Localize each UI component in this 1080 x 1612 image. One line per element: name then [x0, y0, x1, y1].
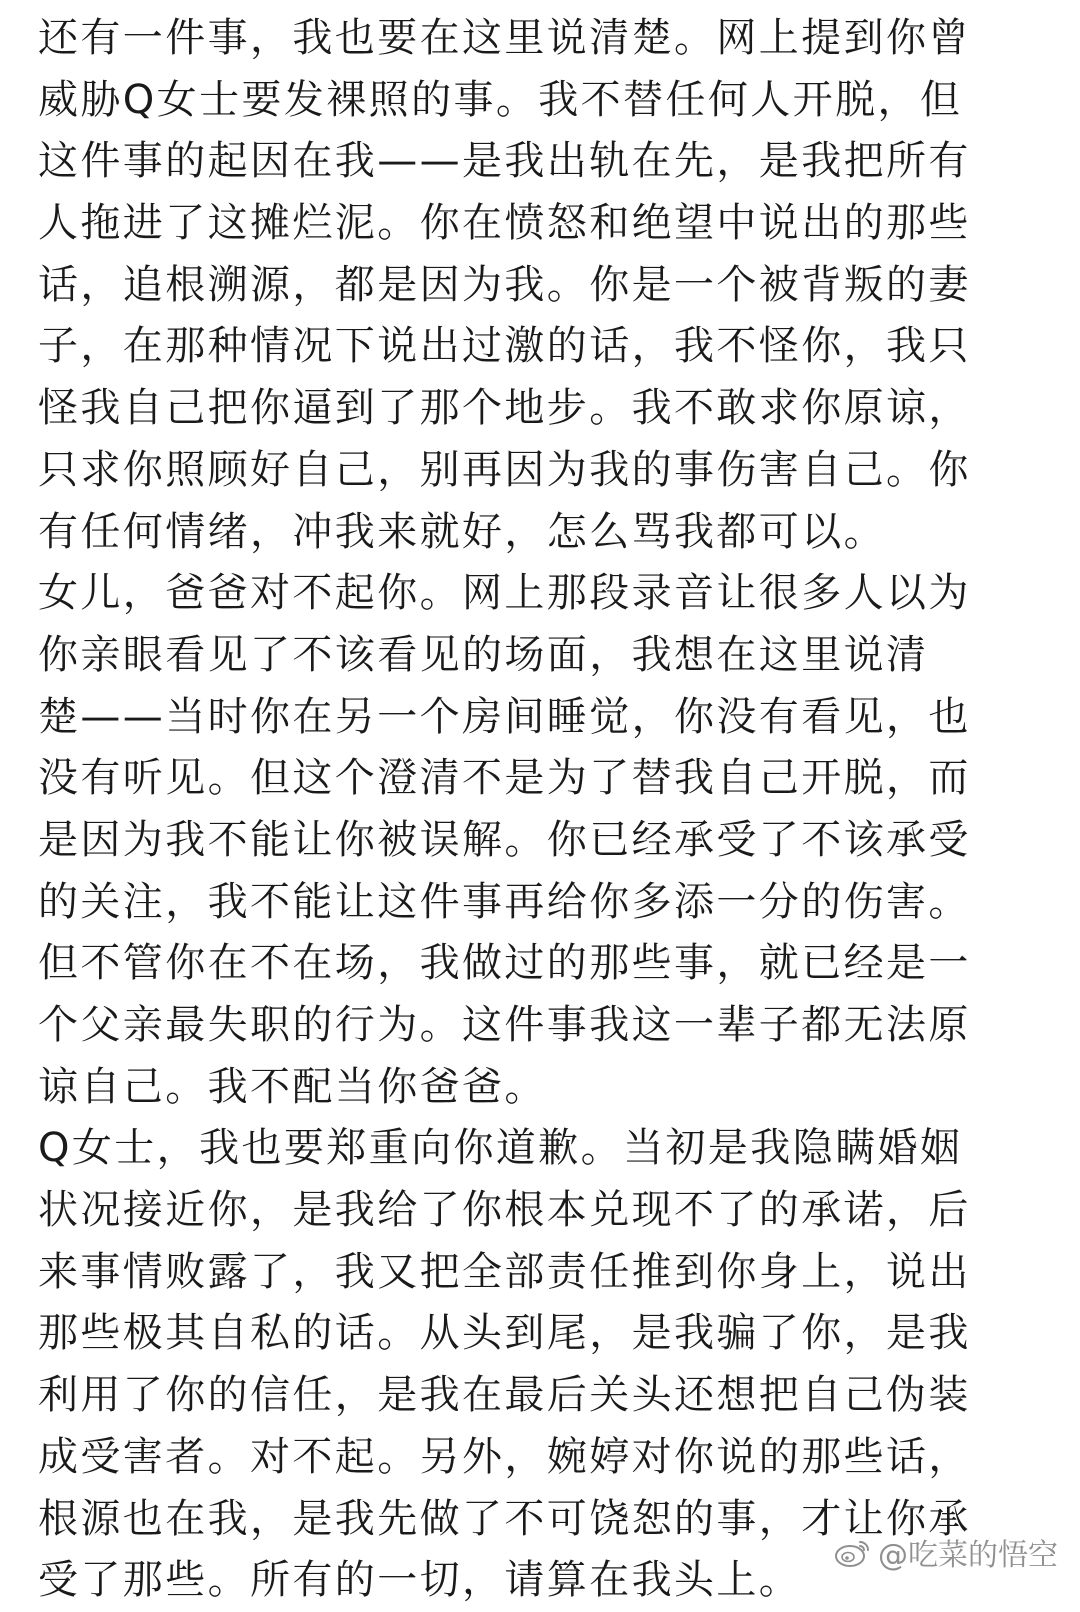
text-line: 楚——当时你在另一个房间睡觉，你没有看见，也: [38, 693, 971, 740]
text-line: 女儿，爸爸对不起你。网上那段录音让很多人以为: [38, 570, 971, 617]
text-line: 个父亲最失职的行为。这件事我这一辈子都无法原: [38, 1002, 971, 1048]
text-line: 来事情败露了，我又把全部责任推到你身上，说出: [38, 1248, 971, 1295]
text-line: 但不管你在不在场，我做过的那些事，就已经是一: [38, 940, 971, 987]
text-line: Q女士，我也要郑重向你道歉。当初是我隐瞒婚姻: [38, 1125, 963, 1172]
watermark-text: @吃菜的悟空: [878, 1538, 1058, 1573]
apology-text: [38, 8, 1048, 1612]
text-line: 那些极其自私的话。从头到尾，是我骗了你，是我: [38, 1310, 971, 1357]
text-line: 没有听见。但这个澄清不是为了替我自己开脱，而: [38, 755, 971, 802]
text-line: 利用了你的信任，是我在最后关头还想把自己伪装: [38, 1372, 971, 1419]
text-line: 是因为我不能让你被误解。你已经承受了不该承受: [38, 816, 971, 863]
text-line: 这件事的起因在我——是我出轨在先，是我把所有: [38, 138, 971, 185]
text-line: 受了那些。所有的一切，请算在我头上。: [38, 1557, 802, 1604]
watermark: [834, 1532, 1058, 1572]
text-line: 状况接近你，是我给了你根本兑现不了的承诺，后: [38, 1187, 971, 1234]
text-line: 子，在那种情况下说出过激的话，我不怪你，我只: [38, 323, 971, 370]
text-line: 还有一件事，我也要在这里说清楚。网上提到你曾: [38, 15, 971, 61]
text-line: 人拖进了这摊烂泥。你在愤怒和绝望中说出的那些: [38, 200, 971, 247]
text-line: 有任何情绪，冲我来就好，怎么骂我都可以。: [38, 508, 886, 555]
text-line: 你亲眼看见了不该看见的场面，我想在这里说清: [38, 631, 929, 678]
text-line: 怪我自己把你逼到了那个地步。我不敢求你原谅，: [38, 385, 971, 432]
text-line: 谅自己。我不配当你爸爸。: [38, 1063, 547, 1110]
text-line: 的关注，我不能让这件事再给你多添一分的伤害。: [38, 878, 971, 925]
text-line: 只求你照顾好自己，别再因为我的事伤害自己。你: [38, 446, 971, 493]
text-line: 威胁Q女士要发裸照的事。我不替任何人开脱，但: [38, 76, 963, 123]
weibo-icon: [834, 1536, 872, 1568]
text-line: 话，追根溯源，都是因为我。你是一个被背叛的妻: [38, 261, 971, 308]
text-line: 根源也在我，是我先做了不可饶恕的事，才让你承: [38, 1495, 971, 1542]
text-line: 成受害者。对不起。另外，婉婷对你说的那些话，: [38, 1433, 971, 1480]
